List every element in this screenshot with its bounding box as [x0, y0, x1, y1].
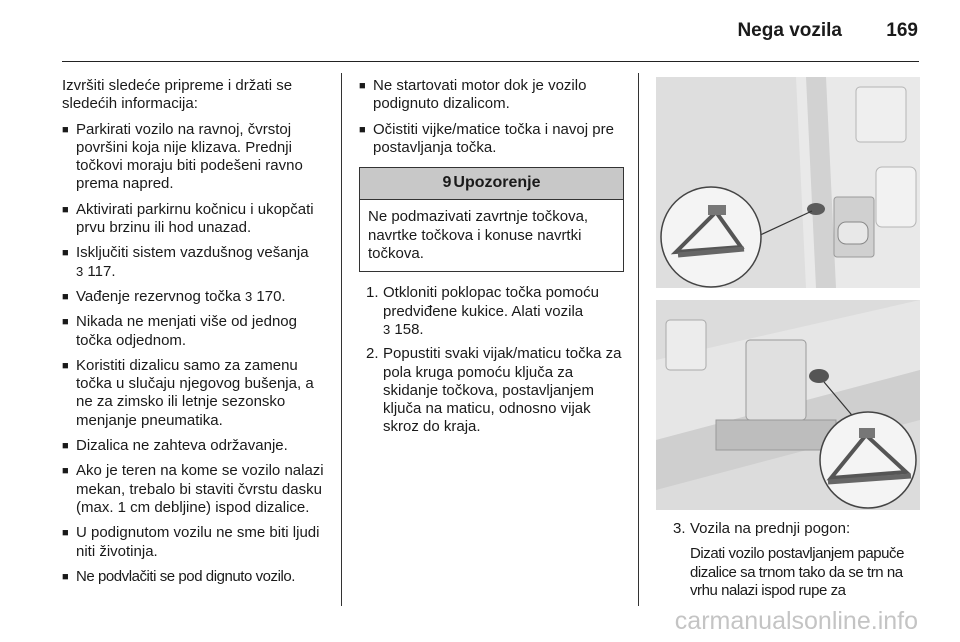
jack-illustration-top	[656, 77, 920, 288]
bullet-icon: ■	[62, 290, 69, 303]
list-item: ■ Ako je teren na kome se vozilo nalazi mekan, trebalo bi staviti čvrstu dasku (max. 1 cm debljine) ispod dizalice.	[62, 462, 324, 516]
step-item	[666, 520, 924, 600]
warning-title: Upozorenje	[453, 174, 541, 192]
jack-illustration-bottom	[656, 300, 920, 510]
column-left	[62, 77, 332, 593]
warning-text: Ne podmazivati zavrtnje točkova, navrtke točkova i konuse navrtki točkova.	[368, 208, 589, 263]
step-number: 3.	[673, 520, 686, 537]
list-item: ■ Vađenje rezervnog točka 3 170.	[62, 287, 286, 305]
bullet-icon: ■	[359, 80, 366, 92]
intro-text: Izvršiti sledeće pripreme i držati se sledećih informacija:	[62, 77, 293, 113]
column-divider	[638, 73, 639, 606]
list-item: ■ Parkirati vozilo na ravnoj, čvrstoj površini koja nije klizava. Prednji točkovi moraju biti podešeni ravno prema napred.	[62, 120, 303, 193]
precautions-list	[62, 121, 332, 587]
list-item: ■ Koristiti dizalicu samo za zamenu točka u slučaju njegovog bušenja, a ne za zimsko ili letnje sezonsko menjanje pneumatika.	[62, 356, 314, 429]
list-item: ■ U podignutom vozilu ne sme biti ljudi niti životinja.	[62, 524, 320, 560]
column-middle	[359, 77, 624, 443]
bullet-icon: ■	[62, 123, 69, 136]
step-number: 1.	[366, 284, 379, 302]
header-divider	[62, 61, 919, 62]
step-text: Dizati vozilo postavljanjem papuče dizalice sa trnom tako da se trn na vrhu nalazi ispod rupe za	[690, 545, 904, 599]
bullet-icon: ■	[62, 316, 69, 329]
reference-arrow-icon: 3	[76, 263, 84, 279]
step-item: 2. Popustiti svaki vijak/maticu točka za pola kruga pomoću ključa za skidanje točkova, postavljanjem ključa na maticu, odnosno vijak skroz do kraja.	[366, 345, 622, 436]
warning-icon: 9	[442, 174, 452, 192]
warning-header	[360, 168, 623, 200]
bullet-icon: ■	[62, 465, 69, 478]
reference-arrow-icon: 3	[383, 321, 391, 337]
precautions-list	[359, 77, 624, 157]
watermark: carmanualsonline.info	[674, 607, 918, 635]
bullet-icon: ■	[62, 203, 69, 216]
page-number: 169	[886, 20, 918, 41]
page-title: Nega vozila	[737, 20, 842, 41]
list-item: ■ Dizalica ne zahteva održavanje.	[62, 437, 288, 455]
list-item: ■ Ne podvlačiti se pod dignuto vozilo.	[62, 567, 295, 585]
column-divider	[341, 73, 342, 606]
bullet-icon: ■	[62, 440, 69, 453]
step-item: 1. Otkloniti poklopac točka pomoću predviđene kukice. Alati vozila 3 158.	[366, 284, 599, 338]
list-item: ■ Nikada ne menjati više od jednog točka odjednom.	[62, 313, 297, 349]
step-title: Vozila na prednji pogon:	[690, 520, 851, 537]
list-item: ■ Ne startovati motor dok je vozilo podignuto dizalicom.	[359, 77, 587, 113]
list-item: ■ Isključiti sistem vazdušnog vešanja 3 117.	[62, 244, 309, 280]
bullet-icon: ■	[62, 359, 69, 372]
list-item: ■ Aktivirati parkirnu kočnicu i ukopčati prvu brzinu ili hod unazad.	[62, 200, 314, 237]
bullet-icon: ■	[62, 247, 69, 260]
list-item: ■ Očistiti vijke/matice točka i navoj pre postavljanja točka.	[359, 120, 614, 156]
page-reference-link[interactable]: 117.	[87, 262, 116, 280]
reference-arrow-icon: 3	[245, 288, 253, 304]
page-reference-link[interactable]: 170.	[256, 287, 286, 305]
step-number: 2.	[366, 345, 379, 363]
steps-list	[359, 284, 624, 436]
bullet-icon: ■	[359, 123, 366, 136]
page-reference-link[interactable]: 158.	[394, 320, 424, 338]
steps-list	[666, 520, 924, 600]
bullet-icon: ■	[62, 570, 69, 583]
bullet-icon: ■	[62, 527, 69, 540]
warning-box	[359, 167, 624, 272]
column-right	[666, 520, 924, 606]
